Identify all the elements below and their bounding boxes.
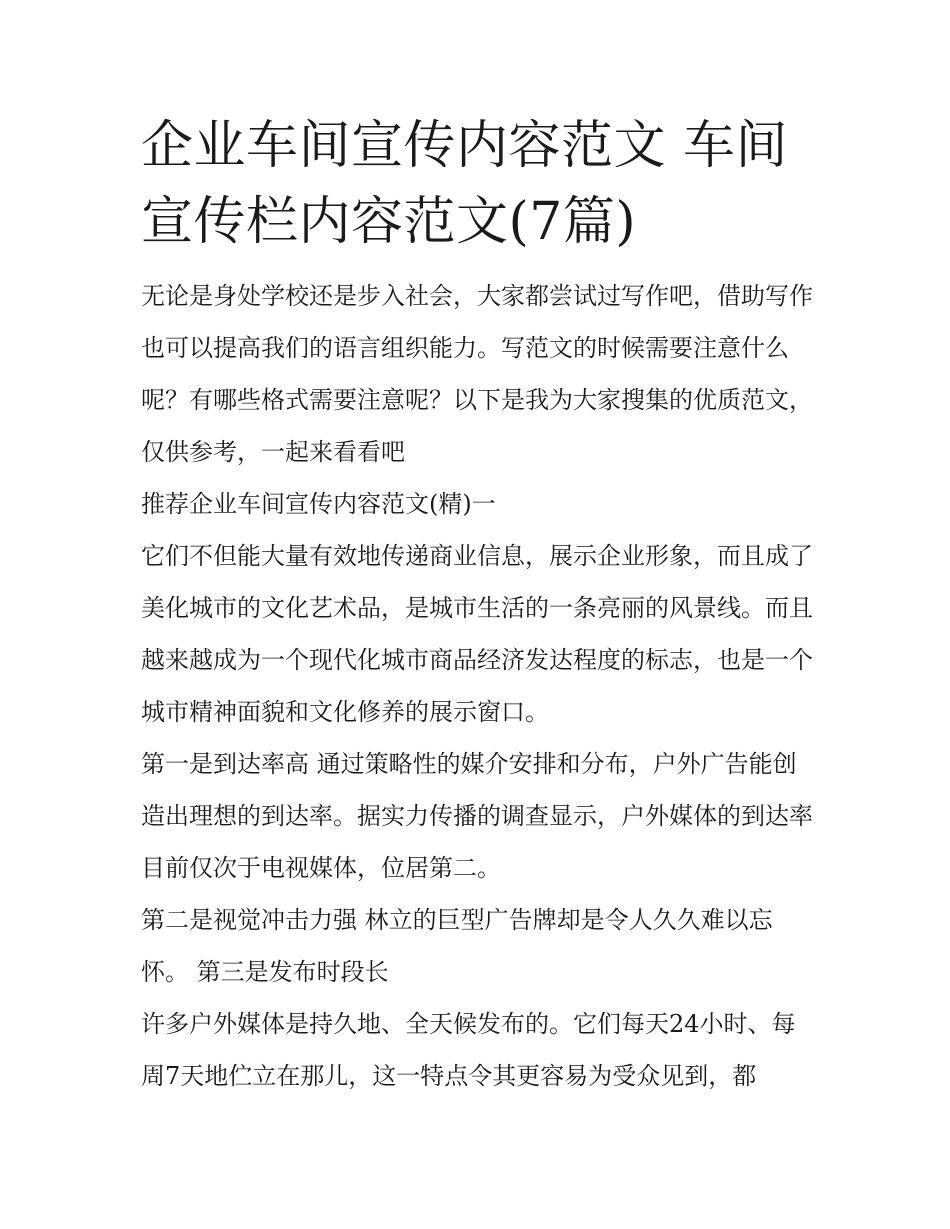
paragraph-point-2-3: 第二是视觉冲击力强 林立的巨型广告牌却是令人久久难以忘怀。 第三是发布时段长 — [141, 906, 773, 986]
document-title: 企业车间宣传内容范文 车间宣传栏内容范文(7篇) — [141, 116, 789, 252]
paragraph-body-1: 它们不但能大量有效地传递商业信息，展示企业形象，而且成了美化城市的文化艺术品，是城市生活的一条亮丽的风景线。而且越来越成为一个现代化城市商品经济发达程度的标志，也是一个城市精神面貌和文化修养的展示窗口。 — [141, 542, 813, 726]
paragraph-intro: 无论是身处学校还是步入社会，大家都尝试过写作吧，借助写作也可以提高我们的语言组织能力。写范文的时候需要注意什么呢？有哪些格式需要注意呢？以下是我为大家搜集的优质范文，仅供参考，一起来看看吧 — [141, 282, 813, 466]
paragraph-point-1: 第一是到达率高 通过策略性的媒介安排和分布，户外广告能创造出理想的到达率。据实力传播的调查显示，户外媒体的到达率目前仅次于电视媒体，位居第二。 — [141, 750, 813, 882]
paragraph-body-2: 许多户外媒体是持久地、全天候发布的。它们每天24小时、每周7天地伫立在那儿，这一特点令其更容易为受众见到，都 — [141, 1010, 796, 1090]
paragraph-heading-1: 推荐企业车间宣传内容范文(精)一 — [141, 490, 496, 518]
document-page — [141, 108, 813, 1102]
